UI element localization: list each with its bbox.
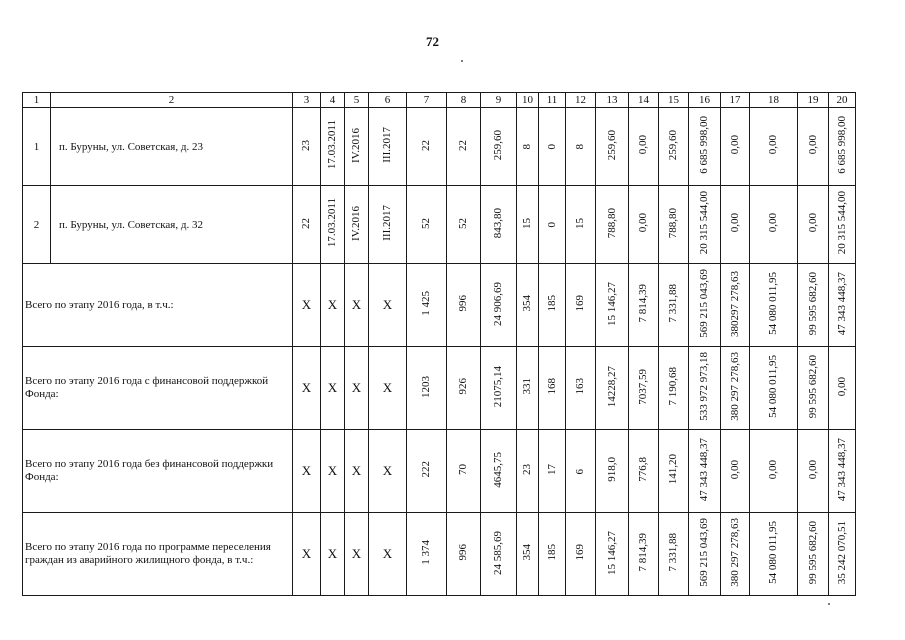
cell-value: IV.2016 bbox=[350, 127, 362, 163]
column-header: 2 bbox=[51, 93, 293, 108]
cell-value: 843,80 bbox=[492, 207, 504, 239]
cell-value: 99 595 682,60 bbox=[806, 520, 819, 585]
house-address: п. Буруны, ул. Советская, д. 23 bbox=[51, 108, 293, 186]
cell-value: 0,00 bbox=[767, 213, 779, 233]
cell-value: 6 bbox=[574, 468, 586, 474]
cell-value: 17.03.2011 bbox=[326, 120, 338, 170]
cell-value: 788,80 bbox=[605, 207, 618, 239]
page-number: 72 bbox=[426, 34, 439, 49]
cell-value: 0 bbox=[545, 144, 558, 150]
house-address: п. Буруны, ул. Советская, д. 32 bbox=[51, 186, 293, 264]
cell-value: 0,00 bbox=[728, 213, 741, 233]
cell-value: X bbox=[327, 546, 338, 561]
cell-value: 0,00 bbox=[637, 135, 649, 155]
cell-value: 99 595 682,60 bbox=[806, 354, 819, 419]
cell-value: 331 bbox=[521, 378, 533, 395]
cell-value: 380 297 278,63 bbox=[728, 352, 741, 421]
column-header: 5 bbox=[345, 93, 369, 108]
cell-value: 0,00 bbox=[637, 213, 649, 233]
cell-value: X bbox=[351, 380, 362, 395]
cell-value: 533 972 973,18 bbox=[698, 352, 710, 421]
cell-value: 54 080 011,95 bbox=[767, 272, 779, 335]
total-label: Всего по этапу 2016 года по программе переселения граждан из аварийного жилищного фонда, в т.ч.: bbox=[23, 513, 293, 596]
cell-value: 0,00 bbox=[767, 459, 779, 480]
column-header: 8 bbox=[447, 93, 481, 108]
cell-value: 99 595 682,60 bbox=[806, 271, 819, 336]
cell-value: X bbox=[301, 297, 312, 312]
cell-value: X bbox=[301, 380, 312, 395]
cell-value: 7 190,68 bbox=[667, 367, 679, 406]
column-header: 15 bbox=[659, 93, 689, 108]
cell-value: IV.2016 bbox=[350, 205, 362, 241]
cell-value: 15 bbox=[574, 217, 586, 229]
column-header: 4 bbox=[321, 93, 345, 108]
column-header: 1 bbox=[23, 93, 51, 108]
cell-value: III.2017 bbox=[381, 127, 393, 163]
cell-value: 141,20 bbox=[667, 454, 679, 485]
house-row bbox=[23, 108, 856, 186]
cell-value: 1 374 bbox=[420, 540, 432, 565]
column-header: 10 bbox=[517, 93, 539, 108]
cell-value: 23 bbox=[521, 464, 533, 475]
cell-value: 15 146,27 bbox=[605, 530, 618, 575]
total-row bbox=[23, 264, 856, 347]
column-header: 20 bbox=[829, 93, 856, 108]
cell-value: 569 215 043,69 bbox=[698, 518, 710, 587]
total-label: Всего по этапу 2016 года с финансовой поддержкой Фонда: bbox=[23, 347, 293, 430]
cell-value: 0 bbox=[545, 222, 558, 228]
cell-value: 20 315 544,00 bbox=[835, 191, 848, 255]
cell-value: X bbox=[327, 463, 338, 478]
scan-speck bbox=[461, 60, 463, 62]
cell-value: 259,60 bbox=[667, 129, 679, 161]
column-header: 14 bbox=[629, 93, 659, 108]
column-header: 18 bbox=[750, 93, 798, 108]
cell-value: 24 585,69 bbox=[492, 530, 504, 575]
cell-value: 6 685 998,00 bbox=[835, 116, 848, 174]
row-number: 2 bbox=[23, 186, 51, 264]
cell-value: 0,00 bbox=[728, 459, 741, 480]
cell-value: 996 bbox=[457, 544, 469, 561]
cell-value: X bbox=[301, 463, 312, 478]
cell-value: 354 bbox=[521, 295, 533, 312]
column-header: 17 bbox=[721, 93, 750, 108]
cell-value: 22 bbox=[457, 139, 469, 151]
cell-value: 0,00 bbox=[835, 376, 848, 397]
cell-value: X bbox=[382, 463, 393, 478]
cell-value: 0,00 bbox=[728, 135, 741, 155]
cell-value: X bbox=[301, 546, 312, 561]
cell-value: 788,80 bbox=[667, 207, 679, 239]
column-header: 16 bbox=[689, 93, 721, 108]
cell-value: 185 bbox=[545, 295, 558, 312]
column-header: 3 bbox=[293, 93, 321, 108]
cell-value: 776,8 bbox=[637, 457, 649, 482]
house-row bbox=[23, 186, 856, 264]
cell-value: 259,60 bbox=[492, 129, 504, 161]
cell-value: 996 bbox=[457, 295, 469, 312]
cell-value: X bbox=[327, 380, 338, 395]
cell-value: 0,00 bbox=[806, 135, 819, 155]
cell-value: 222 bbox=[420, 461, 432, 478]
total-row bbox=[23, 513, 856, 596]
cell-value: 20 315 544,00 bbox=[698, 191, 710, 255]
cell-value: 17 bbox=[545, 464, 558, 475]
total-row bbox=[23, 347, 856, 430]
cell-value: X bbox=[382, 297, 393, 312]
cell-value: 15 bbox=[521, 217, 533, 229]
column-header: 19 bbox=[798, 93, 829, 108]
cell-value: 7 331,88 bbox=[667, 533, 679, 572]
cell-value: 17.03.2011 bbox=[326, 198, 338, 248]
column-header: 11 bbox=[539, 93, 566, 108]
column-header: 9 bbox=[481, 93, 517, 108]
cell-value: 7 814,39 bbox=[637, 533, 649, 572]
cell-value: 22 bbox=[420, 139, 432, 151]
cell-value: 21075,14 bbox=[492, 365, 504, 408]
resettlement-table bbox=[22, 92, 856, 596]
cell-value: 52 bbox=[420, 217, 432, 229]
cell-value: 7 814,39 bbox=[637, 284, 649, 323]
cell-value: 23 bbox=[300, 139, 312, 151]
cell-value: 47 343 448,37 bbox=[835, 437, 848, 502]
column-header: 6 bbox=[369, 93, 407, 108]
cell-value: 54 080 011,95 bbox=[767, 521, 779, 584]
cell-value: X bbox=[382, 380, 393, 395]
cell-value: 47 343 448,37 bbox=[698, 437, 710, 502]
cell-value: III.2017 bbox=[381, 205, 393, 241]
cell-value: 8 bbox=[521, 144, 533, 150]
cell-value: 1 425 bbox=[420, 291, 432, 316]
cell-value: 169 bbox=[574, 295, 586, 312]
cell-value: X bbox=[382, 546, 393, 561]
cell-value: 380297 278,63 bbox=[728, 270, 741, 337]
cell-value: 4645,75 bbox=[492, 451, 504, 488]
cell-value: 0,00 bbox=[767, 135, 779, 155]
cell-value: 14228,27 bbox=[605, 365, 618, 408]
cell-value: X bbox=[351, 463, 362, 478]
cell-value: 0,00 bbox=[806, 459, 819, 480]
cell-value: 52 bbox=[457, 217, 469, 229]
cell-value: 169 bbox=[574, 544, 586, 561]
cell-value: 354 bbox=[521, 544, 533, 561]
column-header: 13 bbox=[596, 93, 629, 108]
cell-value: 6 685 998,00 bbox=[698, 116, 710, 174]
cell-value: 926 bbox=[457, 378, 469, 395]
cell-value: X bbox=[351, 546, 362, 561]
column-header: 7 bbox=[407, 93, 447, 108]
column-header: 12 bbox=[566, 93, 596, 108]
cell-value: 259,60 bbox=[605, 129, 618, 161]
cell-value: 7 331,88 bbox=[667, 284, 679, 323]
total-label: Всего по этапу 2016 года без финансовой поддержки Фонда: bbox=[23, 430, 293, 513]
cell-value: 569 215 043,69 bbox=[698, 269, 710, 338]
cell-value: 163 bbox=[574, 378, 586, 395]
cell-value: X bbox=[327, 297, 338, 312]
column-number-row bbox=[23, 93, 856, 108]
cell-value: 1203 bbox=[420, 375, 432, 398]
cell-value: 168 bbox=[545, 378, 558, 395]
cell-value: 0,00 bbox=[806, 213, 819, 233]
cell-value: 35 242 070,51 bbox=[835, 520, 848, 585]
cell-value: 54 080 011,95 bbox=[767, 355, 779, 418]
cell-value: 47 343 448,37 bbox=[835, 271, 848, 336]
scan-speck bbox=[828, 603, 830, 605]
total-label: Всего по этапу 2016 года, в т.ч.: bbox=[23, 264, 293, 347]
cell-value: 70 bbox=[457, 464, 469, 475]
cell-value: 22 bbox=[300, 217, 312, 229]
cell-value: 15 146,27 bbox=[605, 281, 618, 326]
row-number: 1 bbox=[23, 108, 51, 186]
cell-value: 24 906,69 bbox=[492, 281, 504, 326]
total-row bbox=[23, 430, 856, 513]
cell-value: 185 bbox=[545, 544, 558, 561]
cell-value: 7037,59 bbox=[637, 368, 649, 405]
cell-value: 8 bbox=[574, 144, 586, 150]
cell-value: 380 297 278,63 bbox=[728, 518, 741, 587]
cell-value: X bbox=[351, 297, 362, 312]
cell-value: 918,0 bbox=[605, 457, 618, 482]
